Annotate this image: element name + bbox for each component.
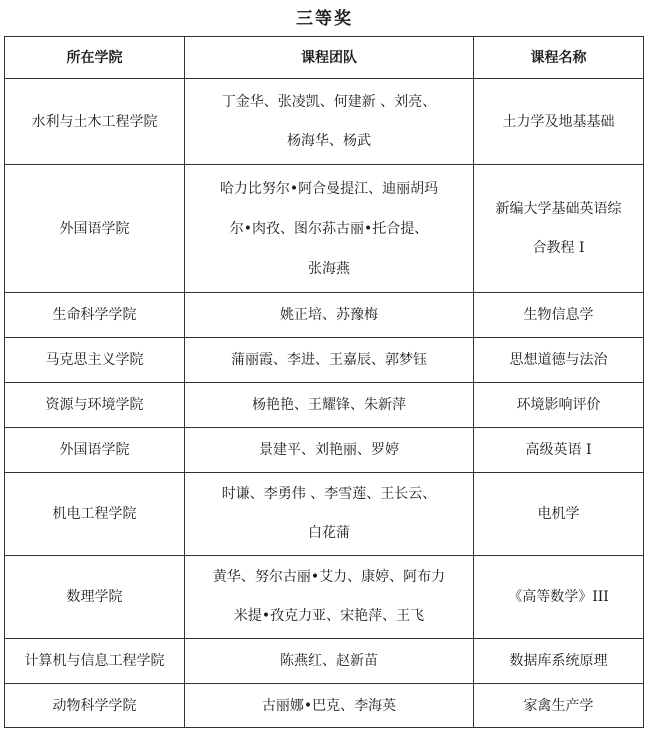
cell-course [474,684,644,728]
course-line: 家禽生产学 [523,697,594,714]
course-line: 《高等数学》III [508,589,609,605]
course-line: 数据库系统原理 [509,653,608,669]
awards-table [4,36,644,728]
table-row [5,383,644,428]
team-line: 时谦、李勇伟 、李雪莲、王长云、 [221,486,437,502]
cell-team [185,79,474,165]
cell-course [474,338,644,383]
table-row [5,165,644,293]
team-line: 尔•肉孜、图尔荪古丽•托合提、 [229,220,429,237]
team-line: 古丽娜•巴克、李海英 [261,697,397,714]
team-line: 景建平、刘艳丽、罗婷 [259,442,399,458]
cell-course [474,556,644,639]
table-row [5,293,644,338]
header-course: 课程名称 [474,37,644,79]
table-row [5,684,644,728]
course-line: 电机学 [537,506,580,522]
table-body [5,79,644,728]
cell-course [474,473,644,556]
cell-team [185,639,474,684]
cell-course [474,639,644,684]
cell-team [185,684,474,728]
table-row [5,338,644,383]
table-row [5,79,644,165]
team-line: 哈力比努尔•阿合曼提江、迪丽胡玛 [219,180,439,197]
cell-college: 外国语学院 [5,165,185,293]
cell-college: 数理学院 [5,556,185,639]
course-line: 合教程 I [532,239,585,256]
team-line: 黄华、努尔古丽•艾力、康婷、阿布力 [212,569,446,585]
cell-college: 动物科学学院 [5,684,185,728]
team-line: 张海燕 [308,260,350,277]
cell-course [474,79,644,165]
cell-college: 水利与土木工程学院 [5,79,185,165]
team-line: 姚正培、苏豫梅 [280,307,378,323]
table-row [5,639,644,684]
cell-course [474,293,644,338]
cell-college: 机电工程学院 [5,473,185,556]
team-line: 米提•孜克力亚、宋艳萍、王飞 [233,608,425,624]
cell-team [185,556,474,639]
table-row [5,556,644,639]
cell-team [185,165,474,293]
cell-course [474,165,644,293]
table-header-row [5,37,644,79]
cell-college: 生命科学学院 [5,293,185,338]
course-line: 环境影响评价 [516,397,601,413]
course-line: 土力学及地基基础 [502,113,615,130]
team-line: 杨艳艳、王耀锋、朱新萍 [252,397,406,413]
team-line: 蒲丽霞、李进、王嘉辰、郭梦钰 [231,352,427,368]
team-line: 丁金华、张凌凯、何建新 、刘亮、 [221,93,437,110]
table-row [5,473,644,556]
cell-college: 外国语学院 [5,428,185,473]
cell-team [185,338,474,383]
cell-team [185,473,474,556]
team-line: 白花蒲 [308,525,350,541]
cell-team [185,428,474,473]
cell-college: 马克思主义学院 [5,338,185,383]
cell-team [185,383,474,428]
cell-college: 资源与环境学院 [5,383,185,428]
course-line: 高级英语 I [525,442,592,458]
table-row [5,428,644,473]
header-college: 所在学院 [5,37,185,79]
team-line: 陈燕红、赵新苗 [280,653,378,669]
cell-college: 计算机与信息工程学院 [5,639,185,684]
course-line: 生物信息学 [523,307,594,323]
page-title: 三等奖 [296,9,353,29]
cell-team [185,293,474,338]
team-line: 杨海华、杨武 [287,132,371,149]
course-line: 新编大学基础英语综 [495,200,622,217]
cell-course [474,428,644,473]
cell-course [474,383,644,428]
header-team: 课程团队 [185,37,474,79]
course-line: 思想道德与法治 [509,352,608,368]
